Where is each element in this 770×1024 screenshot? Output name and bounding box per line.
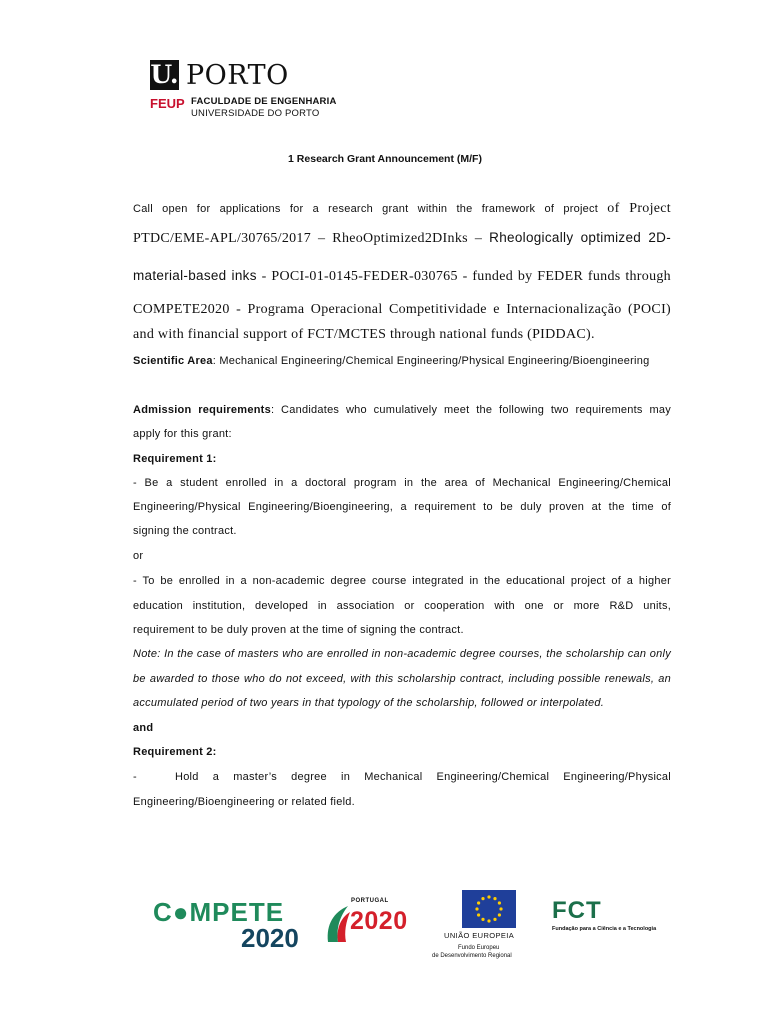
intro-line-1b: of Project xyxy=(607,201,671,216)
admission-text-1: : Candidates who cumulatively meet the following two requirements may xyxy=(270,404,671,416)
scientific-area-value: : Mechanical Engineering/Chemical Engineering/Physical Engineering/Bioengineering xyxy=(212,355,650,367)
requirement-2-line-2: Engineering/Bioengineering or related field. xyxy=(133,796,355,808)
eu-feder-logo xyxy=(432,890,522,962)
compete-2020-logo xyxy=(153,897,299,954)
admission-line-1 xyxy=(133,404,671,416)
and-label: and xyxy=(133,722,154,734)
portugal-flag-swoosh-icon xyxy=(322,902,352,948)
logo-university-name: UNIVERSIDADE DO PORTO xyxy=(191,108,320,119)
intro-line-5: and with financial support of FCT/MCTES through national funds (PIDDAC). xyxy=(133,327,595,342)
portugal-label: PORTUGAL xyxy=(351,898,389,904)
requirement-2-dash: - xyxy=(133,771,137,783)
document-title: 1 Research Grant Announcement (M/F) xyxy=(288,153,482,165)
fct-logo xyxy=(552,898,662,938)
fct-name: FCT xyxy=(552,897,602,924)
portugal-year: 2020 xyxy=(350,907,408,935)
requirement-2-heading: Requirement 2: xyxy=(133,746,217,758)
requirement-2-text-1: Hold a master’s degree in Mechanical Engineering/Chemical Engineering/Physical xyxy=(175,771,671,783)
eu-fund-line-1: Fundo Europeu xyxy=(458,945,500,951)
intro-line-2a: PTDC/EME-APL/30765/2017 – RheoOptimized2DInks – xyxy=(133,231,483,246)
eu-fund-line-2: de Desenvolvimento Regional xyxy=(432,953,512,959)
intro-line-2 xyxy=(133,230,671,247)
logo-u-mark: U. xyxy=(150,60,179,89)
compete-logo-year: 2020 xyxy=(241,923,299,953)
eu-flag-icon xyxy=(462,890,516,928)
requirement-1-or: or xyxy=(133,550,144,562)
logo-porto-text: PORTO xyxy=(186,60,289,91)
scientific-area-label: Scientific Area xyxy=(133,355,213,367)
note-line-2: be awarded to those who do not exceed, with this scholarship contract, including possible renewals, an xyxy=(133,673,671,685)
logo-faculty-name: FACULDADE DE ENGENHARIA xyxy=(191,96,337,107)
admission-label: Admission requirements xyxy=(133,404,271,416)
note-line-1: Note: In the case of masters who are enrolled in non-academic degree courses, the scholarship can only xyxy=(133,648,671,660)
portugal-2020-logo xyxy=(320,882,428,958)
compete-logo-top: C●MPETE xyxy=(153,897,285,927)
requirement-1-b-line-2: education institution, developed in association or cooperation with one or more R&D units, xyxy=(133,600,671,612)
intro-line-3b: - POCI-01-0145-FEDER-030765 - funded by FEDER funds through xyxy=(261,269,671,284)
intro-line-3a: material-based inks xyxy=(133,268,257,283)
intro-line-1 xyxy=(133,201,671,217)
intro-line-3 xyxy=(133,268,671,285)
admission-line-2: apply for this grant: xyxy=(133,428,232,440)
requirement-1-a-line-1: - Be a student enrolled in a doctoral program in the area of Mechanical Engineering/Chemical xyxy=(133,477,671,489)
logo-feup-text: FEUP xyxy=(150,96,185,111)
note-line-3: accumulated period of two years in that typology of the scholarship, followed or interpolated. xyxy=(133,697,605,709)
intro-line-2b: Rheologically optimized 2D- xyxy=(489,230,671,245)
requirement-1-heading: Requirement 1: xyxy=(133,453,217,465)
eu-name: UNIÃO EUROPEIA xyxy=(444,931,515,940)
intro-line-1a: Call open for applications for a research grant within the framework of project xyxy=(133,203,599,215)
requirement-1-a-line-3: signing the contract. xyxy=(133,525,237,537)
fct-subtitle: Fundação para a Ciência e a Tecnologia xyxy=(552,926,657,932)
requirement-1-b-line-3: requirement to be duly proven at the time of signing the contract. xyxy=(133,624,464,636)
requirement-1-a-line-2: Engineering/Physical Engineering/Bioengineering, a requirement to be duly proven at the time of xyxy=(133,501,671,513)
intro-line-4: COMPETE2020 - Programa Operacional Competitividade e Internacionalização (POCI) xyxy=(133,302,671,317)
scientific-area xyxy=(133,355,671,367)
requirement-1-b-line-1: - To be enrolled in a non-academic degree course integrated in the educational project of a higher xyxy=(133,575,671,587)
uporto-feup-logo xyxy=(150,60,350,122)
